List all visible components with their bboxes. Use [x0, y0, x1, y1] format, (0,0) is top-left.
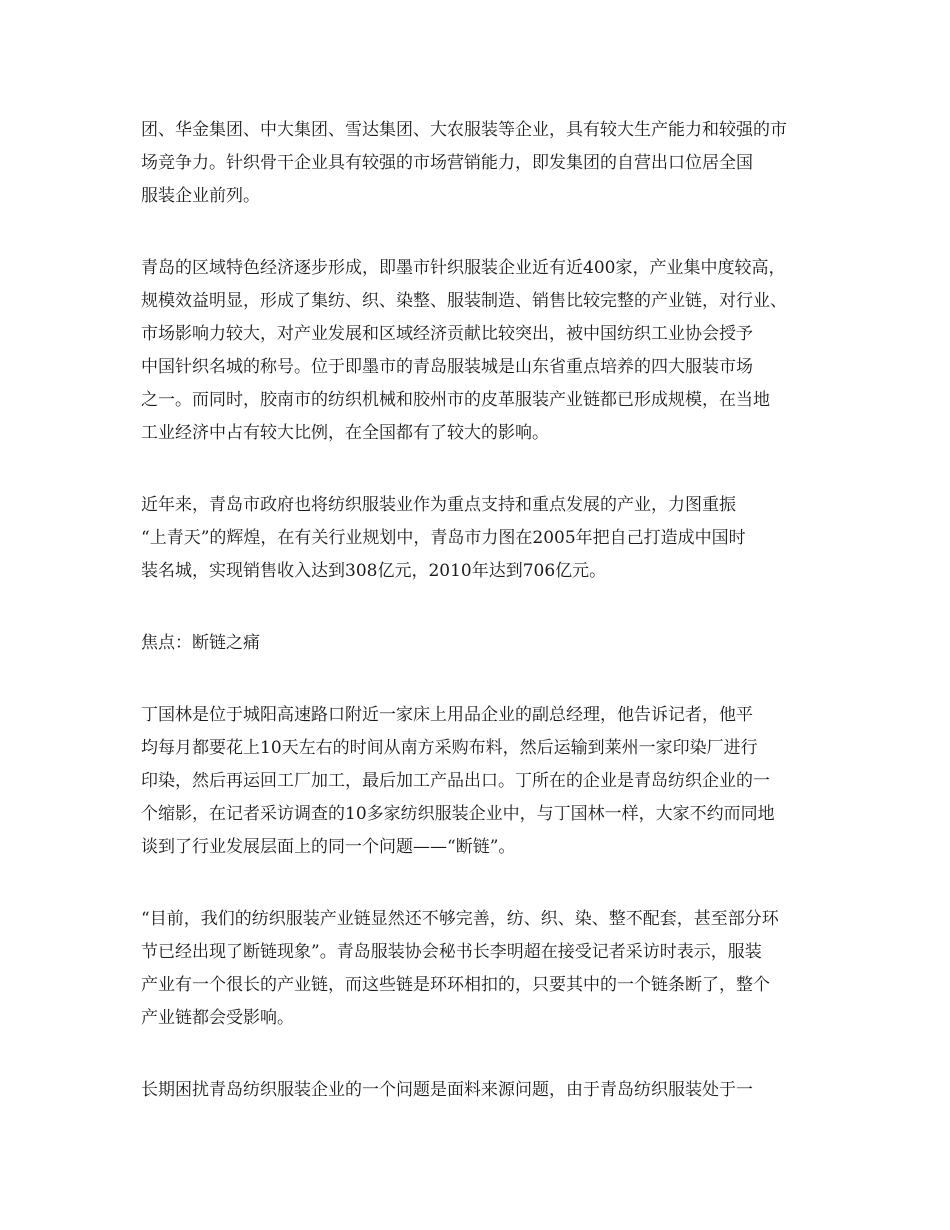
section-heading: [141, 627, 813, 660]
text-line: 长期困扰青岛纺织服装企业的一个问题是面料来源问题，由于青岛纺织服装处于一: [141, 1080, 753, 1100]
paragraph: [141, 1074, 813, 1107]
text-line: 服装企业前列。: [141, 186, 260, 206]
text-line: 丁国林是位于城阳高速路口附近一家床上用品企业的副总经理，他告诉记者，他平: [141, 705, 753, 725]
text-line: “上青天”的辉煌，在有关行业规划中，青岛市力图在2005年把自己打造成中国时: [141, 528, 746, 548]
text-line: “目前，我们的纺织服装产业链显然还不够完善，纺、织、染、整不配套，甚至部分环: [141, 909, 779, 929]
paragraph: [141, 489, 813, 588]
text-line: 青岛的区域特色经济逐步形成，即墨市针织服装企业近有近400家，产业集中度较高，: [141, 258, 786, 278]
text-line: 之一。而同时，胶南市的纺织机械和胶州市的皮革服装产业链都已形成规模，在当地: [141, 390, 770, 410]
text-line: 产业链都会受影响。: [141, 1008, 294, 1028]
text-line: 市场影响力较大，对产业发展和区域经济贡献比较突出，被中国纺织工业协会授予: [141, 324, 753, 344]
text-line: 场竞争力。针织骨干企业具有较强的市场营销能力，即发集团的自营出口位居全国: [141, 153, 753, 173]
text-line: 中国针织名城的称号。位于即墨市的青岛服装城是山东省重点培养的四大服装市场: [141, 357, 753, 377]
text-line: 规模效益明显，形成了集纺、织、染整、服装制造、销售比较完整的产业链，对行业、: [141, 291, 787, 311]
paragraph: [141, 114, 813, 213]
heading-line: 焦点：断链之痛: [141, 633, 260, 653]
text-line: 均每月都要花上10天左右的时间从南方采购布料，然后运输到莱州一家印染厂进行: [141, 738, 758, 758]
text-line: 产业有一个很长的产业链，而这些链是环环相扣的，只要其中的一个链条断了，整个: [141, 975, 770, 995]
paragraph: [141, 903, 813, 1035]
text-line: 个缩影，在记者采访调查的10多家纺织服装企业中，与丁国林一样，大家不约而同地: [141, 804, 775, 824]
text-line: 团、华金集团、中大集团、雪达集团、大农服装等企业，具有较大生产能力和较强的市: [141, 120, 787, 140]
text-line: 近年来，青岛市政府也将纺织服装业作为重点支持和重点发展的产业，力图重振: [141, 495, 736, 515]
text-line: 装名城，实现销售收入达到308亿元，2010年达到706亿元。: [141, 561, 607, 581]
text-line: 节已经出现了断链现象”。青岛服装协会秘书长李明超在接受记者采访时表示，服装: [141, 942, 762, 962]
document-body: [141, 114, 813, 1146]
text-line: 谈到了行业发展层面上的同一个问题——“断链”。: [141, 837, 516, 857]
text-line: 印染，然后再运回工厂加工，最后加工产品出口。丁所在的企业是青岛纺织企业的一: [141, 771, 770, 791]
text-line: 工业经济中占有较大比例，在全国都有了较大的影响。: [141, 423, 549, 443]
paragraph: [141, 699, 813, 864]
paragraph: [141, 252, 813, 450]
